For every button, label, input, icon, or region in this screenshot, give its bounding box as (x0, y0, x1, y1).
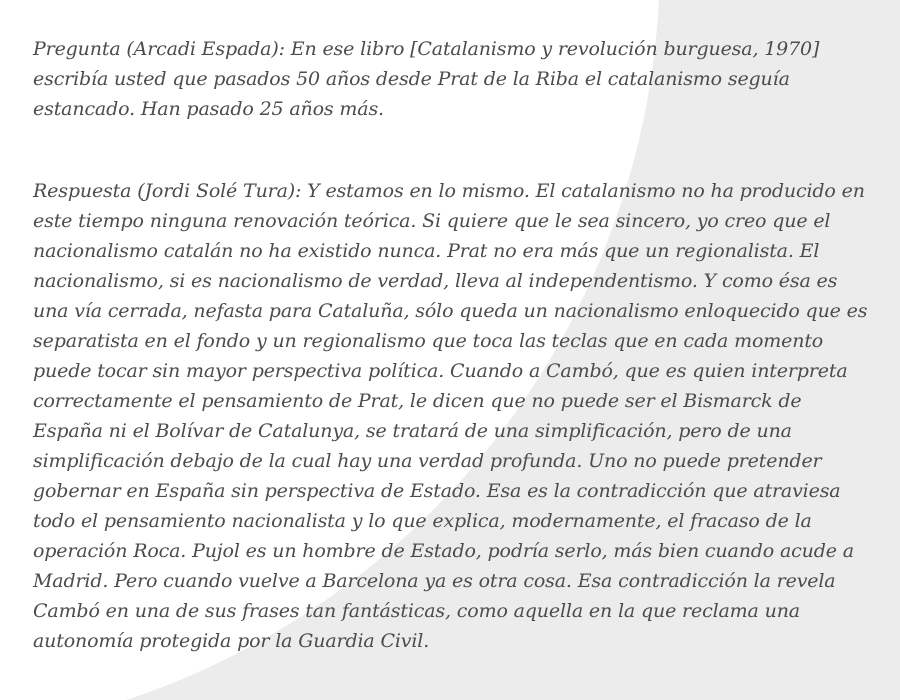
answer-paragraph: Respuesta (Jordi Solé Tura): Y estamos en lo mismo. El catalanismo no ha producido en este tiempo ninguna renovación teórica. Si quiere que le sea sincero, yo creo que el nacionalismo catalán no ha existido nunca. Prat no era más que un regionalista. El nacionalismo, si es nacionalismo de verdad, lleva al independentismo. Y como ésa es una vía cerrada, nefasta para Cataluña, sólo queda un nacionalismo enloquecido que es separatista en el fondo y un regionalismo que toca las teclas que en cada momento puede tocar sin mayor perspectiva política. Cuando a Cambó, que es quien interpreta correctamente el pensamiento de Prat, le dicen que no puede ser el Bismarck de España ni el Bolívar de Catalunya, se tratará de una simplificación, pero de una simplificación debajo de la cual hay una verdad profunda. Uno no puede pretender gobernar en España sin perspectiva de Estado. Esa es la contradicción que atraviesa todo el pensamiento nacionalista y lo que explica, modernamente, el fracaso de la operación Roca. Pujol es un hombre de Estado, podría serlo, más bien cuando acude a Madrid. Pero cuando vuelve a Barcelona ya es otra cosa. Esa contradicción la revela Cambó en una de sus frases tan fantásticas, como aquella en la que reclama una autonomía protegida por la Guardia Civil. (33, 180, 868, 652)
question-paragraph: Pregunta (Arcadi Espada): En ese libro [Catalanismo y revolución burguesa, 1970] escribía usted que pasados 50 años desde Prat de la Riba el catalanismo seguía estancado. Han pasado 25 años más. (33, 38, 820, 120)
interview-text (33, 34, 875, 656)
